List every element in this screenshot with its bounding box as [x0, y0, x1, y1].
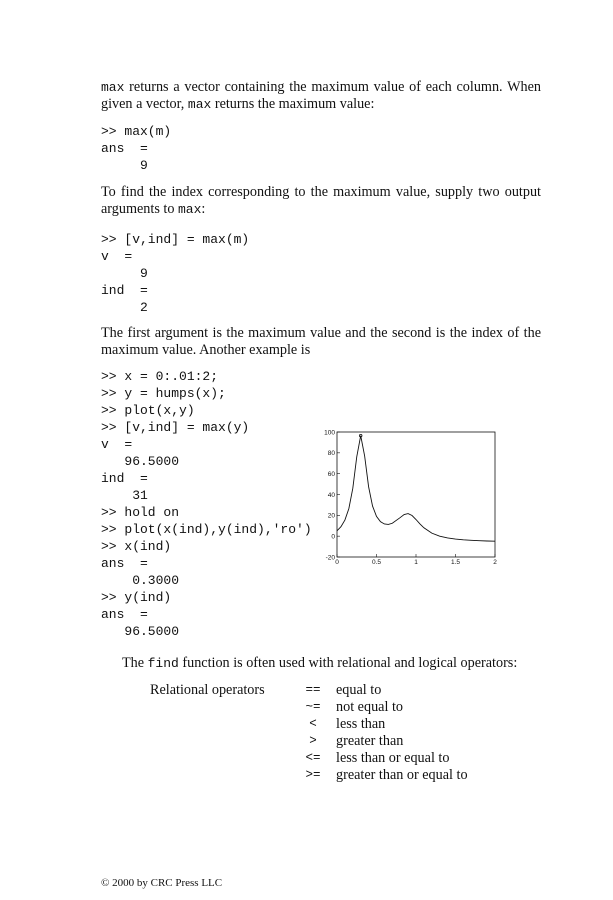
x-tick-label: 2: [493, 559, 497, 566]
code-line: >> hold on: [101, 505, 180, 520]
code-line: ind =: [101, 471, 148, 486]
code-line: >> [v,ind] = max(y): [101, 420, 250, 435]
copyright-footer: © 2000 by CRC Press LLC: [101, 877, 223, 889]
operator-description: greater than or equal to: [336, 767, 468, 783]
code-line: 9: [101, 266, 148, 281]
operator-description: not equal to: [336, 699, 403, 715]
code-block-1: [101, 123, 306, 174]
code-line: >> [v,ind] = max(m): [101, 232, 250, 247]
x-tick-label: 0.5: [371, 559, 382, 566]
x-tick-label: 1: [414, 559, 418, 566]
operators-label: [150, 733, 290, 750]
operator-row: [150, 716, 468, 733]
code-line: >> plot(x,y): [101, 403, 195, 418]
code-line: 96.5000: [101, 454, 180, 469]
code-line: ans =: [101, 607, 148, 622]
operator-row: [150, 699, 468, 716]
y-tick-label: 60: [327, 470, 335, 478]
operator-symbol: ~=: [305, 700, 321, 714]
inline-code: max: [101, 80, 125, 95]
text: returns a vector containing the maximum value of each column. When given a vector,: [101, 79, 541, 112]
code-line: ans =: [101, 141, 148, 156]
operator-description: equal to: [336, 682, 382, 698]
text: function is often used with relational and logical operators:: [178, 655, 518, 671]
operator-row: [150, 750, 468, 767]
text: :: [201, 201, 206, 217]
y-tick-label: 100: [324, 429, 335, 437]
y-tick-label: 80: [327, 450, 335, 458]
operators-label: [150, 716, 290, 733]
code-line: >> y(ind): [101, 590, 172, 605]
code-line: 2: [101, 300, 148, 315]
operator-symbol: <=: [305, 751, 321, 765]
y-tick-label: 40: [327, 491, 335, 499]
x-tick-label: 1.5: [450, 559, 461, 566]
x-tick-label: 0: [335, 559, 339, 566]
code-line: 31: [101, 488, 148, 503]
paragraph-find: [101, 655, 541, 672]
operators-label: Relational operators: [150, 682, 265, 698]
operator-row: [150, 682, 468, 699]
code-line: >> max(m): [101, 124, 172, 139]
plot-axes-box: [337, 432, 495, 557]
y-tick-label: 0: [331, 533, 335, 541]
code-line: 9: [101, 158, 148, 173]
operators-label: [150, 750, 290, 767]
operator-description: less than: [336, 716, 386, 732]
code-block-2: [101, 231, 306, 316]
inline-code: max: [187, 97, 212, 112]
operator-row: [150, 733, 468, 750]
text: returns the maximum value:: [211, 96, 375, 112]
humps-line: [337, 436, 495, 542]
code-line: v =: [101, 437, 133, 452]
code-line: >> y = humps(x);: [101, 386, 226, 401]
operator-symbol: <: [309, 717, 317, 731]
operator-description: greater than: [336, 733, 404, 749]
text: To find the index corresponding to the maximum value, supply two output arguments to: [101, 184, 541, 217]
operator-symbol: >: [309, 734, 317, 748]
y-tick-label: 20: [327, 512, 335, 520]
code-line: ind =: [101, 283, 148, 298]
operator-symbol: >=: [305, 768, 321, 782]
inline-code: max: [177, 202, 202, 217]
paragraph-index: [101, 184, 541, 218]
operator-symbol: ==: [305, 683, 321, 697]
operator-description: less than or equal to: [336, 750, 450, 766]
y-tick-label: -20: [325, 554, 335, 562]
code-line: ans =: [101, 556, 148, 571]
text: The: [122, 655, 148, 671]
code-line: >> x(ind): [101, 539, 172, 554]
humps-plot: [318, 424, 503, 570]
code-block-3: [101, 368, 312, 640]
operators-label: [150, 699, 290, 716]
code-line: 0.3000: [101, 573, 180, 588]
code-line: >> plot(x(ind),y(ind),'ro'): [101, 522, 312, 537]
code-line: v =: [101, 249, 133, 264]
relational-operators-table: [150, 682, 468, 784]
inline-code: find: [147, 656, 179, 671]
operators-label: [150, 767, 290, 784]
code-line: >> x = 0:.01:2;: [101, 369, 219, 384]
operator-row: [150, 767, 468, 784]
paragraph-example: The first argument is the maximum value and the second is the index of the maximum value. Another example is: [101, 325, 541, 358]
paragraph-max-description: [101, 79, 541, 113]
code-line: 96.5000: [101, 624, 180, 639]
